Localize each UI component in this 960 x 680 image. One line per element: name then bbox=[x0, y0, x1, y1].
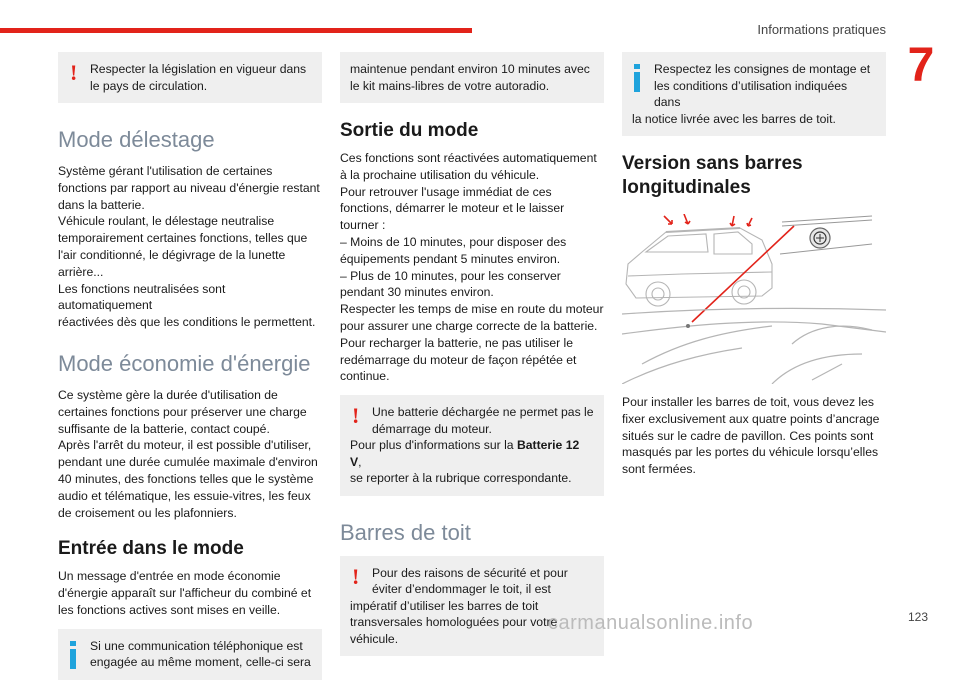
info-box bbox=[58, 629, 322, 680]
paragraph-economie: Ce système gère la durée d'utilisation de certaines fonctions pour préserver une charge suffisante de la batterie, contact coupé. Après l'arrêt du moteur, il est possible d'utiliser, pendant une durée cumulée maximale d'environ 40 minutes, des fonctions telles que le système audio et télématique, les essuie-vitres, les feux de croisement ou les plafonniers. bbox=[58, 387, 318, 520]
page-number: 123 bbox=[907, 610, 928, 624]
warning-box bbox=[58, 52, 322, 103]
warning-icon: ! bbox=[352, 563, 360, 589]
info-box-continued: maintenue pendant environ 10 minutes avec le kit mains-libres de votre autoradio. bbox=[340, 52, 604, 103]
roof-anchor-illustration bbox=[622, 214, 886, 384]
top-accent-bar bbox=[0, 28, 472, 33]
paragraph-sortie: Ces fonctions sont réactivées automatiquement à la prochaine utilisation du véhicule. Pour retrouver l'usage immédiat de ces fonctions, démarrer le moteur et le laisser tourner : – Moins de 10 minutes, pour disposer des équipements pendant 5 minutes environ. – Plus de 10 minutes, pour les conserver pendant 30 minutes environ. Respecter les temps de mise en route du moteur pour assurer une charge correcte de la batterie. Pour recharger la batterie, ne pas utiliser le redémarrage du moteur de façon répétée et continue. bbox=[340, 151, 604, 384]
info-box-barres: Respectez les consignes de montage et les conditions d’utilisation indiquées dans la notice livrée avec les barres de toit. bbox=[622, 52, 886, 136]
info-icon bbox=[634, 64, 654, 92]
heading-sortie-mode: Sortie du mode bbox=[340, 120, 479, 141]
paragraph-entree: Un message d'entrée en mode économie d'énergie apparaît sur l'afficheur du combiné et les fonctions actives sont mises en veille. bbox=[58, 569, 312, 617]
batterie-12v-link: Batterie 12 V bbox=[350, 438, 580, 469]
warning-box-batterie: ! Une batterie déchargée ne permet pas le démarrage du moteur. Pour plus d'informations sur la Batterie 12 V, se reporter à la rubrique correspondante. bbox=[340, 395, 604, 496]
info-text: Si une communication téléphonique est engagée au même moment, celle-ci sera bbox=[90, 638, 311, 670]
watermark: carmanualsonline.info bbox=[548, 612, 754, 634]
column-3 bbox=[622, 52, 886, 478]
column-2 bbox=[340, 52, 604, 656]
chapter-number: 7 bbox=[907, 39, 935, 92]
info-icon bbox=[70, 641, 90, 669]
warning-icon: ! bbox=[70, 60, 78, 85]
heading-entree-mode: Entrée dans le mode bbox=[58, 538, 244, 560]
heading-mode-economie: Mode économie d'énergie bbox=[58, 350, 311, 376]
paragraph-installation: Pour installer les barres de toit, vous devez les fixer exclusivement aux quatre points d’ancrage situés sur le cadre de pavillon. Ces points sont masqués par les portes du véhicule lorsqu’elles sont fermées. bbox=[622, 395, 880, 477]
warning-icon: ! bbox=[352, 403, 360, 429]
car-roof-diagram bbox=[622, 214, 886, 384]
section-title: Informations pratiques bbox=[757, 22, 886, 37]
heading-version-sans-barres: Version sans barres longitudinales bbox=[622, 153, 803, 198]
warning-text: Respecter la législation en vigueur dans le pays de circulation. bbox=[90, 62, 307, 93]
paragraph-delestage: Système gérant l'utilisation de certaines fonctions par rapport au niveau d'énergie restant dans la batterie. Véhicule roulant, le délestage neutralise temporairement certaines fonctions, telles que l'air conditionné, le dégivrage de la lunette arrière... Les fonctions neutralisées sont automatiquement réactivées dès que les conditions le permettent. bbox=[58, 164, 320, 330]
column-1 bbox=[58, 52, 322, 680]
heading-barres-de-toit: Barres de toit bbox=[340, 519, 471, 545]
warning-box-barres: ! Pour des raisons de sécurité et pour éviter d’endommager le toit, il est impératif d’utiliser les barres de toit transversales homologuées pour votre véhicule. bbox=[340, 556, 604, 657]
heading-mode-delestage: Mode délestage bbox=[58, 127, 215, 152]
